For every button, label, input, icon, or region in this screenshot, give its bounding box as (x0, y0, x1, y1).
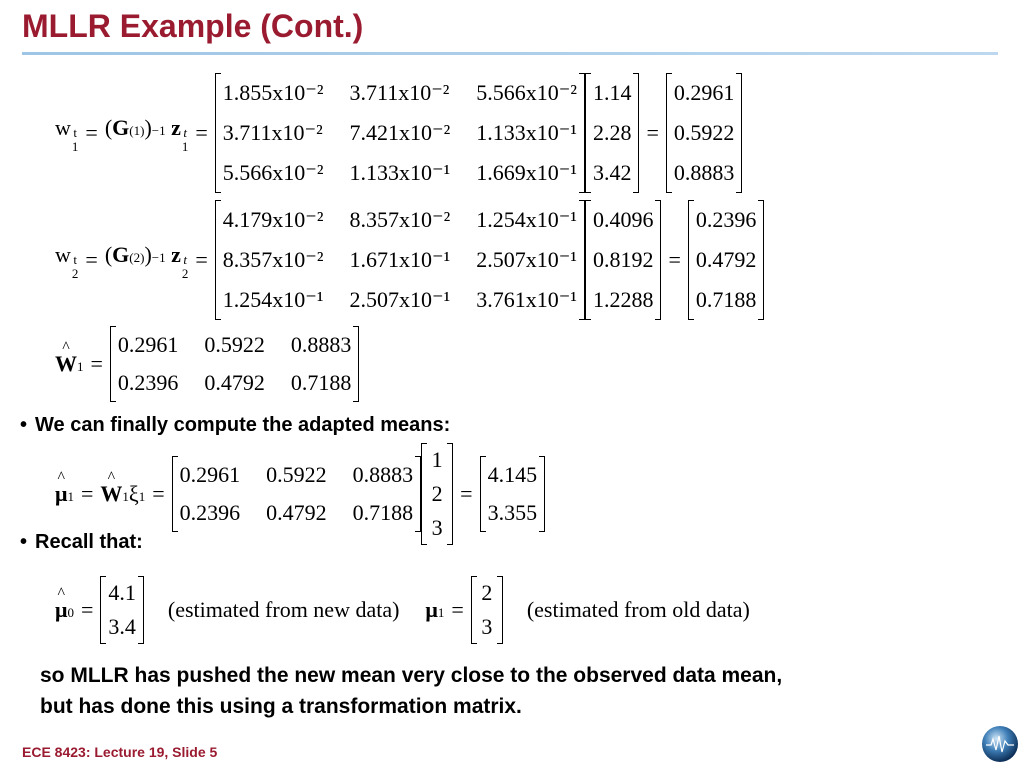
xi-vector (421, 443, 453, 545)
w2-result-vector (688, 200, 765, 320)
matrix-cell: 2.507x10⁻¹ (476, 247, 577, 272)
title-divider (22, 52, 998, 55)
g2-inverse-matrix (215, 200, 585, 320)
matrix-cell: 3.761x10⁻¹ (476, 287, 577, 312)
w-hat-matrix (172, 456, 422, 532)
g1-inverse-term: ( G (1) ) −1 z t 1 (104, 114, 189, 154)
mu-hat-1-symbol: ^ μ 1 (55, 481, 74, 507)
slide-footer: ECE 8423: Lecture 19, Slide 5 (22, 744, 218, 760)
matrix-cell: 1.855x10⁻² (222, 80, 324, 105)
equation-w2: w t 2 = ( G (2) ) −1 z t 2 = 4.179x10⁻² 8.357x10⁻² 1.254x10⁻¹ 8.357x10⁻² 1.671x10⁻¹ 2.507x10⁻¹ 1.254x10⁻¹ 2.507x10⁻¹ 3.761x10⁻¹ 0.4096 0.8192 1.2288 = 0.2396 0.4792 0.7188 (55, 200, 764, 320)
matrix-cell: 0.4792 (266, 500, 327, 525)
matrix-cell: 1.671x10⁻¹ (349, 247, 451, 272)
vector-cell: 2.28 (592, 120, 632, 145)
matrix-cell: 7.421x10⁻² (349, 120, 451, 145)
vector-cell: 1.2288 (592, 287, 654, 312)
vector-cell: 0.2396 (695, 207, 757, 232)
z1-vector (585, 73, 640, 193)
vector-cell: 1 (431, 447, 443, 472)
mu-hat-result-vector (480, 456, 546, 532)
vector-cell: 2 (481, 580, 493, 605)
g2-inverse-term: ( G (2) ) −1 z t 2 (104, 241, 189, 281)
matrix-cell: 0.2396 (179, 500, 241, 525)
vector-cell: 3 (481, 614, 493, 639)
vector-cell: 0.4096 (592, 207, 654, 232)
matrix-cell: 1.254x10⁻¹ (222, 287, 324, 312)
conclusion-line-2: but has done this using a transformation matrix. (40, 695, 522, 718)
matrix-cell: 0.7188 (352, 500, 414, 525)
vector-cell: 3.355 (487, 500, 538, 525)
w1-result-vector (666, 73, 743, 193)
w-hat-xi-term: ^ W 1 ξ 1 (100, 481, 145, 507)
matrix-cell: 3.711x10⁻² (349, 80, 450, 105)
vector-cell: 4.145 (487, 462, 538, 487)
g1-inverse-matrix (215, 73, 585, 193)
equation-recall-means: ^ μ 0 = 4.1 3.4 (estimated from new data) μ 1 = 2 3 (estimated from old data) (55, 576, 750, 644)
vector-cell: 1.14 (592, 80, 632, 105)
matrix-cell: 5.566x10⁻² (476, 80, 577, 105)
matrix-cell: 3.711x10⁻² (222, 120, 323, 145)
vector-cell: 0.2961 (673, 80, 735, 105)
mu-1-vector (471, 576, 503, 644)
vector-cell: 3.42 (592, 160, 632, 185)
matrix-cell: 0.2961 (117, 332, 179, 357)
conclusion-line-1: so MLLR has pushed the new mean very close to the observed data mean, (40, 664, 783, 687)
globe-icon (980, 724, 1020, 764)
vector-cell: 0.4792 (695, 247, 757, 272)
conclusion-paragraph (40, 660, 782, 722)
matrix-cell: 1.133x10⁻¹ (349, 160, 451, 185)
vector-cell: 0.7188 (695, 287, 757, 312)
note-old-data: (estimated from old data) (526, 597, 750, 622)
matrix-cell: 4.179x10⁻² (222, 207, 324, 232)
mu-1-symbol: μ 1 (425, 597, 445, 622)
z2-vector (585, 200, 662, 320)
slide-title: MLLR Example (Cont.) (22, 8, 364, 44)
vector-cell: 2 (431, 481, 443, 506)
bullet-adapted-means: • We can finally compute the adapted means: (20, 414, 451, 436)
vector-cell: 4.1 (108, 580, 136, 605)
matrix-cell: 0.4792 (204, 370, 265, 395)
matrix-cell: 0.7188 (290, 370, 352, 395)
matrix-cell: 0.2961 (179, 462, 241, 487)
matrix-cell: 8.357x10⁻² (349, 207, 451, 232)
w1-symbol: w t 1 (55, 114, 79, 154)
matrix-cell: 0.2396 (117, 370, 179, 395)
matrix-cell: 5.566x10⁻² (222, 160, 324, 185)
matrix-cell: 0.5922 (204, 332, 265, 357)
w-hat-1-matrix (110, 326, 360, 402)
w2-symbol: w t 2 (55, 241, 79, 281)
matrix-cell: 1.133x10⁻¹ (476, 120, 577, 145)
vector-cell: 3 (431, 515, 443, 540)
vector-cell: 0.8192 (592, 247, 654, 272)
matrix-cell: 0.8883 (352, 462, 414, 487)
vector-cell: 0.8883 (673, 160, 735, 185)
mu-hat-0-vector (100, 576, 144, 644)
note-new-data: (estimated from new data) (167, 597, 400, 622)
vector-cell: 3.4 (108, 614, 136, 639)
mu-hat-0-symbol: ^ μ 0 (55, 597, 74, 623)
equation-w1: w t 1 = ( G (1) ) −1 z t 1 = 1.855x10⁻² 3.711x10⁻² 5.566x10⁻² 3.711x10⁻² 7.421x10⁻² 1.133x10⁻¹ 5.566x10⁻² 1.133x10⁻¹ 1.669x10⁻¹ 1.14 2.28 3.42 = 0.2961 0.5922 0.8883 (55, 73, 742, 193)
vector-cell: 0.5922 (673, 120, 735, 145)
w-hat-1-symbol: ^ W 1 (55, 351, 84, 377)
matrix-cell: 1.669x10⁻¹ (476, 160, 577, 185)
matrix-cell: 8.357x10⁻² (222, 247, 324, 272)
matrix-cell: 0.5922 (266, 462, 327, 487)
equation-w-hat-1: ^ W 1 = 0.2961 0.5922 0.8883 0.2396 0.4792 0.7188 (55, 326, 359, 402)
matrix-cell: 2.507x10⁻¹ (349, 287, 451, 312)
matrix-cell: 1.254x10⁻¹ (476, 207, 577, 232)
bullet-recall: • Recall that: (20, 531, 143, 553)
matrix-cell: 0.8883 (290, 332, 352, 357)
equation-mu-hat-1: ^ μ 1 = ^ W 1 ξ 1 = 0.2961 0.5922 0.8883 0.2396 0.4792 0.7188 1 2 3 = 4.145 3.355 (55, 443, 545, 545)
